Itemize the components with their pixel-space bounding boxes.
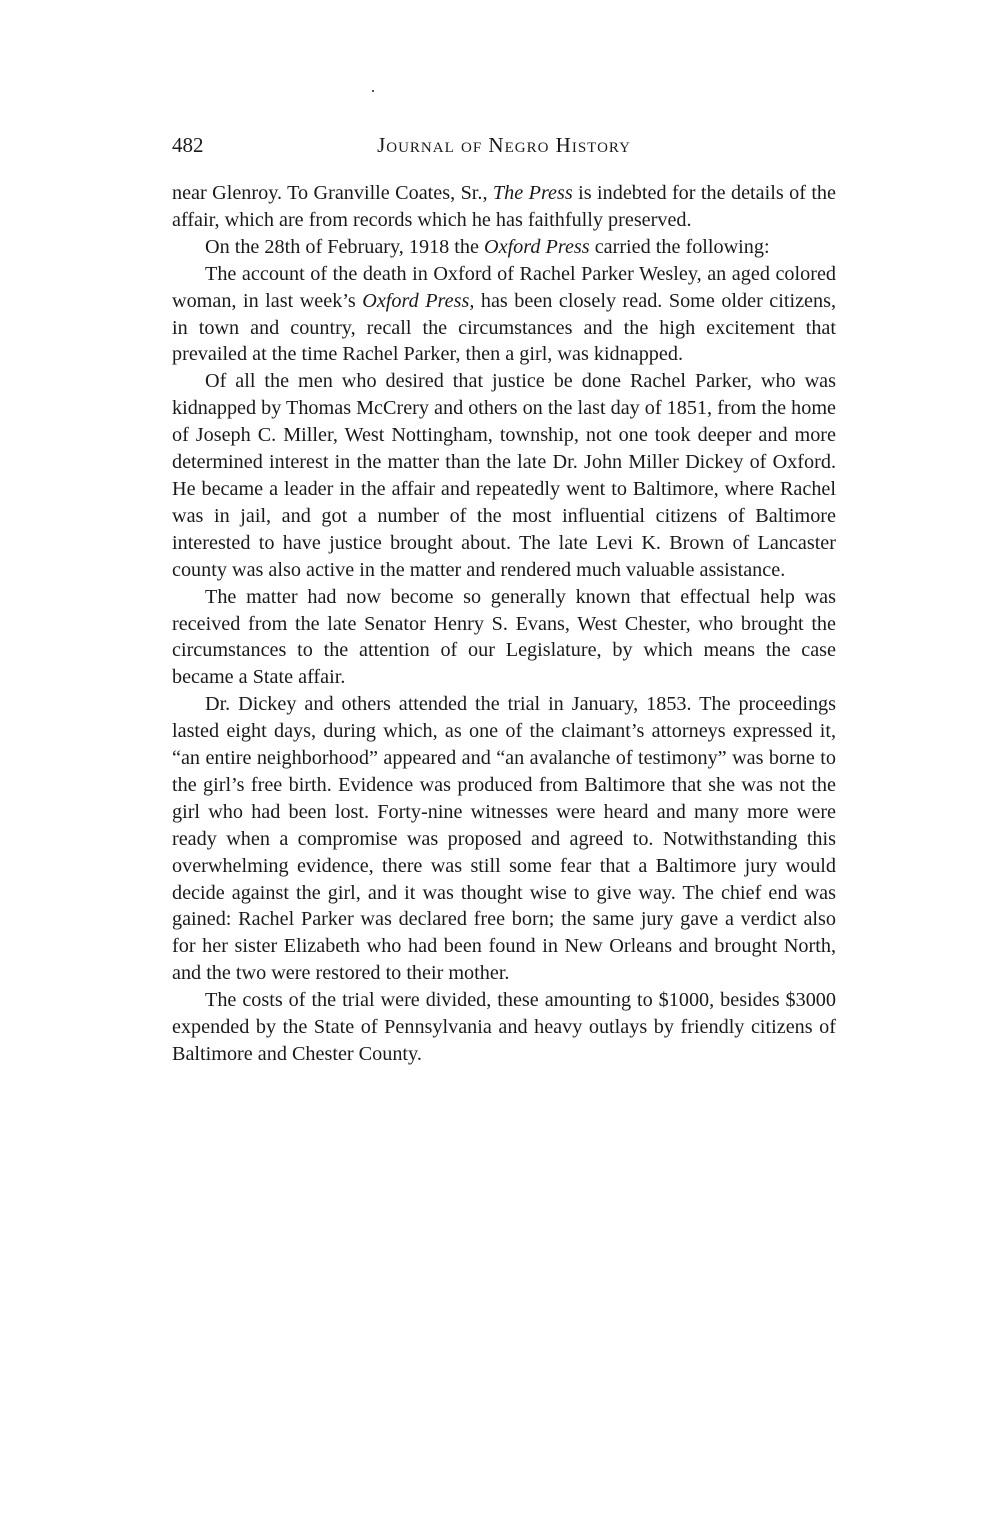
text-run: carried the following:	[589, 235, 770, 258]
article-body	[172, 180, 836, 1068]
journal-page	[172, 130, 836, 1068]
text-run: Of all the men who desired that justice be done Rachel Parker, who was kidnapped by Thomas McCrery and others on the last day of 1851, from the home of Joseph C. Miller, West Nottingham, township, not one took deeper and more determined interest in the matter than the late Dr. John Miller Dickey of Oxford. He became a leader in the affair and repeatedly went to Baltimore, where Rachel was in jail, and got a number of the most influential citizens of Baltimore interested to have justice brought about. The late Levi K. Brown of Lancaster county was also active in the matter and rendered much valuable assistance.	[172, 370, 836, 581]
italic-title: Oxford Press,	[362, 289, 475, 312]
text-run: is indebted for the details of the affair, which are from records which he has faithfully preserved.	[172, 182, 836, 231]
journal-title: Journal of Negro History	[377, 133, 631, 157]
text-run: The matter had now become so generally known that effectual help was received from the late Senator Henry S. Evans, West Chester, who brought the circumstances to the attention of our Legislature, by which means the case became a State affair.	[172, 585, 836, 689]
paragraph	[172, 691, 836, 987]
text-run: The costs of the trial were divided, these amounting to $1000, besides $3000 expended by the State of Pennsylvania and heavy outlays by friendly citizens of Baltimore and Chester County.	[172, 989, 836, 1065]
scan-speck	[372, 90, 374, 92]
text-run: near Glenroy. To Granville Coates, Sr.,	[172, 182, 493, 204]
paragraph	[172, 368, 836, 583]
running-head	[172, 130, 836, 160]
text-run: Dr. Dickey and others attended the trial in January, 1853. The proceedings lasted eight days, during which, as one of the claimant’s attorneys expressed it, “an entire neighborhood” appeared and “an avalanche of testimony” was borne to the girl’s free birth. Evidence was produced from Baltimore that she was not the girl who had been lost. Forty-nine witnesses were heard and many more were ready when a compromise was proposed and agreed to. Notwithstanding this overwhelming evidence, there was still some fear that a Baltimore jury would decide against the girl, and it was thought wise to give way. The chief end was gained: Rachel Parker was declared free born; the same jury gave a verdict also for her sister Elizabeth who had been found in New Orleans and brought North, and the two were restored to their mother.	[172, 693, 836, 985]
text-run: has been closely read. Some older citizens, in town and country, recall the circumstances and the high excitement that prevailed at the time Rachel Parker, then a girl, was kidnapped.	[172, 289, 836, 366]
page-number: 482	[172, 133, 204, 157]
italic-title: Oxford Press	[484, 235, 590, 258]
paragraph	[172, 584, 836, 692]
paragraph	[172, 261, 836, 369]
text-run: On the 28th of February, 1918 the	[205, 235, 485, 258]
italic-title: The Press	[492, 182, 573, 204]
paragraph	[172, 180, 836, 234]
text-run: The account of the death in Oxford of Rachel Parker Wesley, an aged colored woman, in last week’s	[172, 262, 836, 312]
paragraph	[172, 234, 836, 261]
paragraph	[172, 987, 836, 1068]
